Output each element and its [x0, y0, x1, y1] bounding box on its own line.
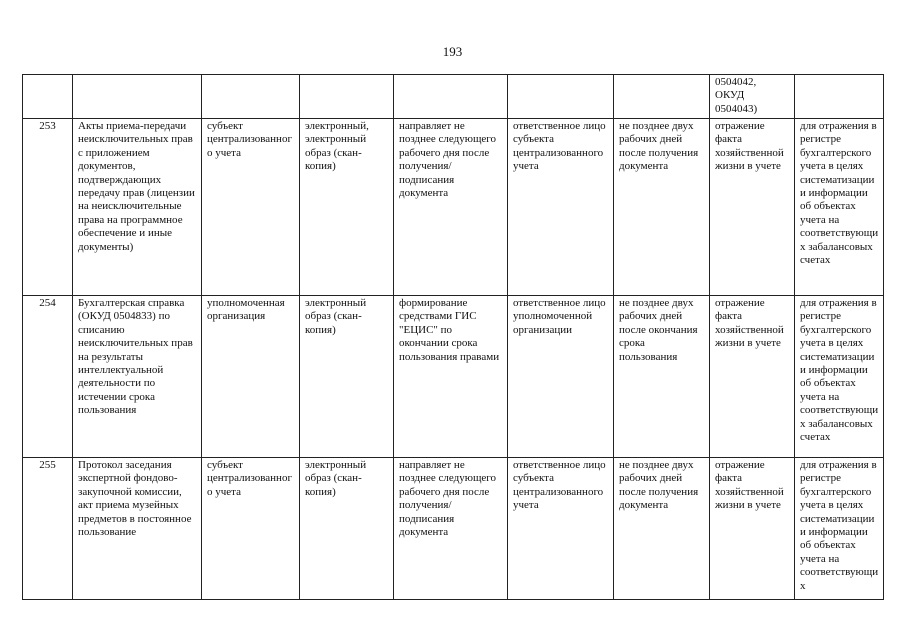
purpose-cell: для отражения в регистре бухгалтерского учета в целях систематизации и информации об объектах учета на соответствующих забалансовых счетах	[795, 296, 884, 458]
reflection-cell: отражение факта хозяйственной жизни в учете	[710, 296, 795, 458]
table-row	[23, 296, 884, 458]
action-cell: формирование средствами ГИС "ЕЦИС" по окончании срока пользования правами	[394, 296, 508, 458]
table-cell	[394, 75, 508, 119]
action-cell: направляет не позднее следующего рабочего дня после получения/подписания документа	[394, 458, 508, 600]
table-cell	[614, 75, 710, 119]
table-cell	[508, 75, 614, 119]
sender-cell: уполномоченная организация	[202, 296, 300, 458]
purpose-cell: для отражения в регистре бухгалтерского учета в целях систематизации и информации об объектах учета на соответствующих	[795, 458, 884, 600]
table-row	[23, 119, 884, 296]
format-cell: электронный образ (скан-копия)	[300, 458, 394, 600]
reflection-cell: отражение факта хозяйственной жизни в учете	[710, 119, 795, 296]
document-table	[22, 74, 884, 600]
table-row	[23, 458, 884, 600]
table-cell	[23, 75, 73, 119]
table-row	[23, 75, 884, 119]
code-reference-cell: 0504042, ОКУД 0504043)	[710, 75, 795, 119]
table-cell	[202, 75, 300, 119]
deadline-cell: не позднее двух рабочих дней после получения документа	[614, 458, 710, 600]
purpose-cell: для отражения в регистре бухгалтерского учета в целях систематизации и информации об объектах учета на соответствующих забалансовых счетах	[795, 119, 884, 296]
document-name-cell: Акты приема-передачи неисключительных прав с приложением документов, подтверждающих передачу прав (лицензии на неисключительные права на программное обеспечение и иные документы)	[73, 119, 202, 296]
deadline-cell: не позднее двух рабочих дней после окончания срока пользования	[614, 296, 710, 458]
row-number: 255	[23, 458, 73, 600]
table-cell	[795, 75, 884, 119]
document-name-cell: Бухгалтерская справка (ОКУД 0504833) по списанию неисключительных прав на результаты интеллектуальной деятельности по истечении срока пользования	[73, 296, 202, 458]
format-cell: электронный образ (скан-копия)	[300, 296, 394, 458]
responsible-cell: ответственное лицо уполномоченной организации	[508, 296, 614, 458]
responsible-cell: ответственное лицо субъекта централизованного учета	[508, 119, 614, 296]
reflection-cell: отражение факта хозяйственной жизни в учете	[710, 458, 795, 600]
table-cell	[300, 75, 394, 119]
sender-cell: субъект централизованного учета	[202, 458, 300, 600]
document-name-cell: Протокол заседания экспертной фондово-закупочной комиссии, акт приема музейных предметов в постоянное пользование	[73, 458, 202, 600]
page-number: 193	[442, 44, 463, 59]
row-number: 253	[23, 119, 73, 296]
format-cell: электронный, электронный образ (скан-копия)	[300, 119, 394, 296]
row-number: 254	[23, 296, 73, 458]
deadline-cell: не позднее двух рабочих дней после получения документа	[614, 119, 710, 296]
table-cell	[73, 75, 202, 119]
responsible-cell: ответственное лицо субъекта централизованного учета	[508, 458, 614, 600]
action-cell: направляет не позднее следующего рабочего дня после получения/подписания документа	[394, 119, 508, 296]
sender-cell: субъект централизованного учета	[202, 119, 300, 296]
